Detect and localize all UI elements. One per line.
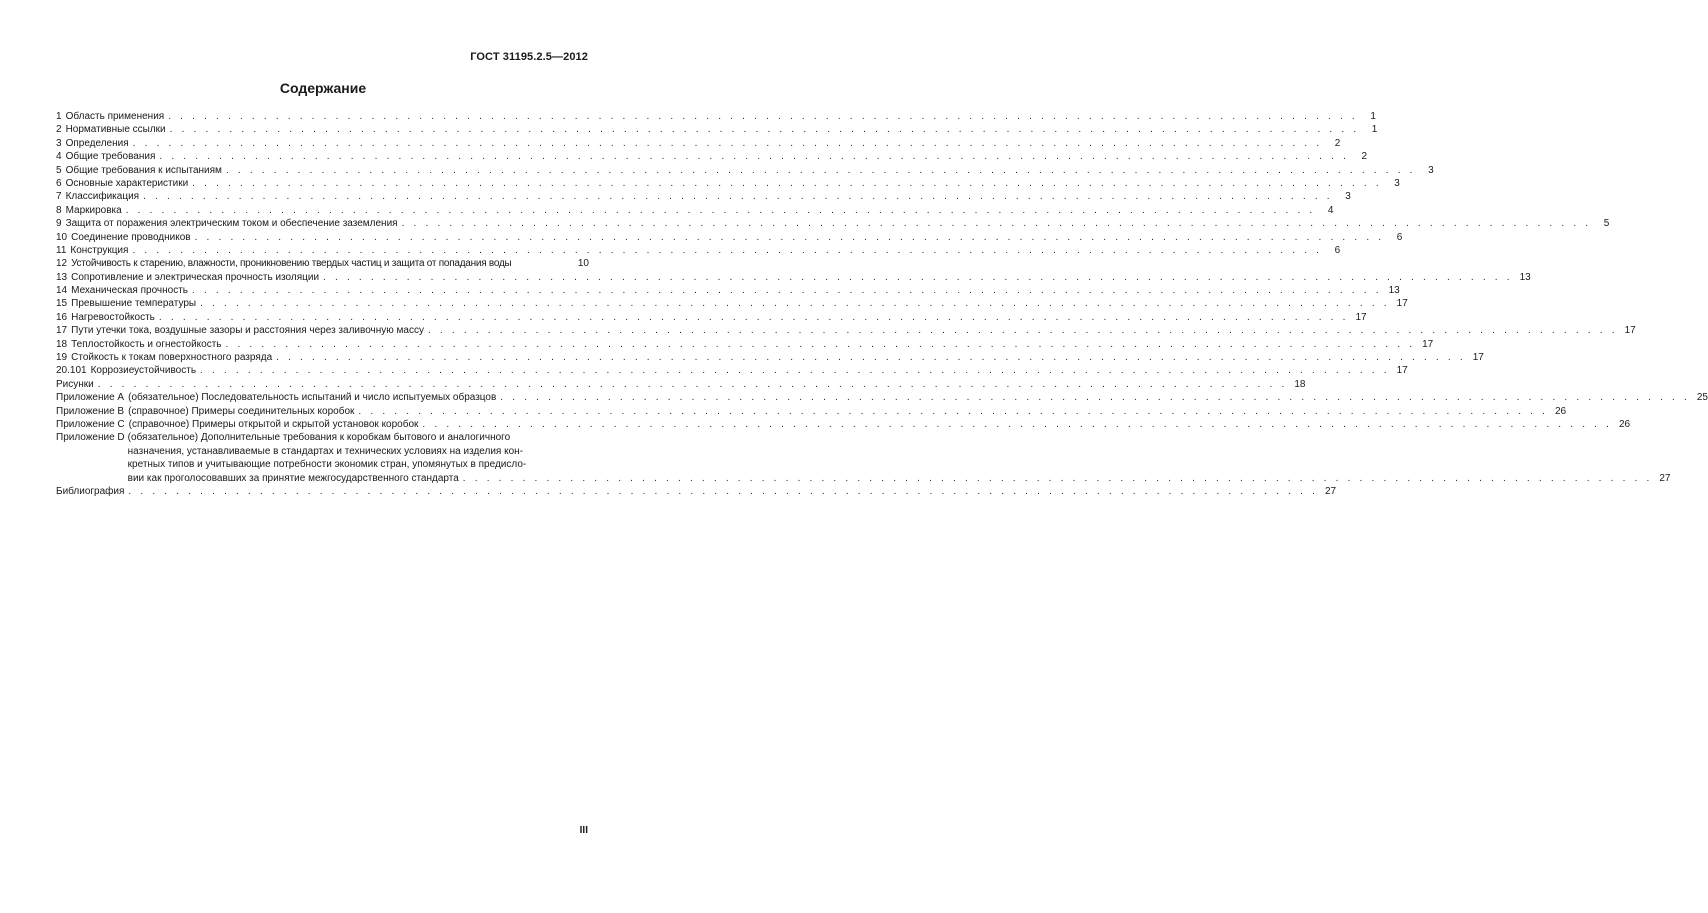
toc-entry-text: Общие требования к испытаниям — [65, 164, 222, 176]
toc-entry-text: Библиография — [56, 485, 125, 497]
toc-entry-page: 27 — [1324, 485, 1337, 497]
leader-dots — [226, 338, 1416, 351]
toc-entry-text: Область применения — [65, 110, 165, 122]
toc-entry-page: 25 — [1696, 392, 1708, 404]
table-of-contents — [56, 110, 1708, 498]
toc-entry-page: 4 — [1327, 204, 1334, 216]
toc-entry-number: 17 — [56, 325, 68, 337]
toc-entry-number: Приложение D — [56, 432, 125, 444]
toc-entry-page: 26 — [1554, 405, 1567, 417]
toc-entry[interactable] — [56, 123, 1378, 136]
toc-entry-text: Соединение проводников — [71, 231, 191, 243]
toc-entry-page: 6 — [1396, 231, 1403, 243]
toc-entry[interactable] — [56, 418, 1631, 431]
toc-entry-page: 17 — [1396, 365, 1408, 377]
toc-entry[interactable] — [56, 311, 1367, 324]
toc-entry-text: Сопротивление и электрическая прочность изоляции — [71, 271, 320, 283]
toc-entry-number: 5 — [56, 164, 62, 176]
toc-entry[interactable] — [56, 204, 1334, 217]
document-id: ГОСТ 31195.2.5—2012 — [470, 51, 588, 63]
toc-entry-number: 4 — [56, 151, 62, 163]
toc-entry[interactable] — [56, 324, 1636, 337]
toc-entry[interactable] — [56, 257, 589, 270]
toc-entry-number: Приложение А — [56, 392, 125, 404]
leader-dots — [428, 324, 1618, 337]
toc-entry[interactable] — [56, 338, 1434, 351]
toc-entry-page: 27 — [1659, 472, 1671, 484]
toc-entry-page: 3 — [1394, 177, 1400, 189]
toc-entry[interactable] — [56, 177, 1400, 190]
toc-entry-text: Маркировка — [65, 204, 122, 216]
toc-entry-text: Общие требования — [65, 151, 156, 163]
toc-entry-page: 17 — [1422, 338, 1434, 350]
toc-entry-number: Приложение В — [56, 405, 125, 417]
toc-entry[interactable] — [56, 351, 1484, 364]
toc-entry-number: 10 — [56, 231, 68, 243]
toc-entry[interactable] — [56, 150, 1368, 163]
toc-entry-number: 16 — [56, 311, 68, 323]
toc-entry[interactable] — [56, 231, 1403, 244]
leader-dots — [226, 164, 1416, 177]
toc-entry-text: (обязательное) Последовательность испытаний и число испытуемых образцов — [128, 392, 497, 404]
toc-entry-page: 10 — [577, 258, 589, 270]
toc-entry-number: 14 — [56, 285, 68, 297]
toc-entry[interactable] — [56, 271, 1531, 284]
leader-dots — [126, 204, 1316, 217]
toc-entry-number: 11 — [56, 244, 67, 256]
toc-entry[interactable] — [56, 284, 1400, 297]
toc-entry[interactable] — [56, 110, 1376, 123]
toc-entry-number: 1 — [56, 110, 62, 122]
toc-entry-number: 7 — [56, 191, 62, 203]
toc-entry-line: кретных типов и учитывающие потребности экономик стран, упомянутых в предисло- — [127, 459, 527, 471]
leader-dots — [168, 110, 1358, 123]
toc-entry-text: Классификация — [65, 191, 140, 203]
toc-entry[interactable] — [56, 378, 1306, 391]
page-title: Содержание — [279, 80, 367, 96]
toc-entry-number: 9 — [56, 218, 62, 230]
toc-entry[interactable] — [56, 405, 1567, 418]
toc-entry-text: (справочное) Примеры открытой и скрытой установок коробок — [128, 418, 419, 430]
toc-entry-page: 17 — [1472, 352, 1484, 364]
toc-entry-text: Устойчивость к старению, влажности, проникновению твердых частиц и защита от попадания воды — [71, 258, 512, 270]
toc-entry-page: 17 — [1355, 311, 1367, 323]
toc-entries — [56, 110, 1708, 431]
toc-entry-text: Конструкция — [70, 244, 129, 256]
toc-entry-page: 5 — [1603, 218, 1610, 230]
leader-dots — [358, 405, 1548, 418]
toc-entry-bibliography[interactable] — [56, 485, 1337, 498]
page-number: III — [579, 825, 588, 836]
toc-entry-page: 17 — [1396, 298, 1408, 310]
toc-entry-text: Механическая прочность — [71, 285, 188, 297]
toc-entry-text: Нагревостойкость — [71, 311, 155, 323]
toc-entry-page: 18 — [1294, 378, 1306, 390]
leader-dots — [170, 123, 1360, 136]
leader-dots — [276, 351, 1466, 364]
toc-entry-number: 18 — [56, 338, 68, 350]
leader-dots — [98, 378, 1288, 391]
toc-entry-number: 8 — [56, 204, 62, 216]
toc-entry-text: Теплостойкость и огнестойкость — [71, 338, 222, 350]
toc-entry-number: 15 — [56, 298, 68, 310]
toc-entry-page: 13 — [1388, 285, 1400, 297]
leader-dots — [463, 472, 1653, 485]
toc-entry-text: Основные характеристики — [65, 177, 189, 189]
leader-dots — [132, 244, 1322, 257]
toc-entry[interactable] — [56, 137, 1341, 150]
toc-entry-page: 13 — [1519, 271, 1531, 283]
toc-entry-line: назначения, устанавливаемые в стандартах и технических условиях на изделия кон- — [127, 445, 524, 457]
toc-entry-number: 13 — [56, 271, 68, 283]
leader-dots — [195, 231, 1385, 244]
leader-dots — [500, 391, 1690, 404]
toc-entry[interactable] — [56, 217, 1610, 230]
toc-entry-text: Определения — [65, 137, 129, 149]
toc-entry-number: 2 — [56, 124, 62, 136]
toc-entry-number: 12 — [56, 258, 68, 270]
leader-dots — [323, 271, 1513, 284]
leader-dots — [192, 284, 1382, 297]
toc-entry-page: 3 — [1428, 164, 1434, 176]
leader-dots — [422, 418, 1612, 431]
toc-entry-number: 19 — [56, 352, 68, 364]
leader-dots — [143, 190, 1333, 203]
leader-dots — [200, 297, 1390, 310]
toc-entry-line: (обязательное) Дополнительные требования к коробкам бытового и аналогичного — [127, 432, 511, 444]
toc-entry-text: Пути утечки тока, воздушные зазоры и расстояния через заливочную массу — [71, 325, 424, 337]
toc-entry-text: Нормативные ссылки — [65, 124, 166, 136]
toc-entry-number: 3 — [56, 137, 62, 149]
toc-entry[interactable] — [56, 190, 1351, 203]
toc-entry-page: 2 — [1361, 151, 1368, 163]
toc-entry-text: Рисунки — [56, 378, 94, 390]
toc-entry-text: (справочное) Примеры соединительных коробок — [128, 405, 355, 417]
toc-entry-page: 26 — [1618, 418, 1631, 430]
toc-entry-page: 17 — [1624, 325, 1636, 337]
toc-entry-number: 20.101 — [56, 365, 87, 377]
leader-dots — [200, 364, 1390, 377]
leader-dots — [159, 150, 1349, 163]
toc-entry-text: Коррозиеустойчивость — [90, 365, 197, 377]
toc-entry[interactable] — [56, 391, 1708, 404]
toc-entry-line: вии как проголосовавших за принятие межгосударственного стандарта — [127, 472, 459, 484]
toc-entry-number: Приложение С — [56, 418, 125, 430]
toc-entry-text: Превышение температуры — [71, 298, 197, 310]
toc-entry[interactable] — [56, 364, 1408, 377]
leader-dots — [192, 177, 1382, 190]
toc-entry-text: Стойкость к токам поверхностного разряда — [71, 352, 273, 364]
toc-entry[interactable] — [56, 244, 1341, 257]
toc-entry[interactable] — [56, 297, 1408, 310]
toc-entry-page: 3 — [1345, 191, 1351, 203]
toc-entry-page: 2 — [1334, 137, 1341, 149]
toc-entry-text — [125, 431, 1671, 485]
leader-dots — [159, 311, 1349, 324]
toc-entry-text: Защита от поражения электрическим током и обеспечение заземления — [65, 218, 398, 230]
toc-entry-page: 1 — [1371, 124, 1378, 136]
leader-dots — [133, 137, 1323, 150]
toc-entry-page: 6 — [1334, 244, 1341, 256]
toc-entry-page: 1 — [1370, 110, 1376, 122]
toc-entry-appendix-d[interactable] — [56, 431, 1671, 485]
leader-dots — [128, 485, 1318, 498]
toc-entry[interactable] — [56, 164, 1434, 177]
toc-entry-number: 6 — [56, 177, 62, 189]
leader-dots — [402, 217, 1592, 230]
